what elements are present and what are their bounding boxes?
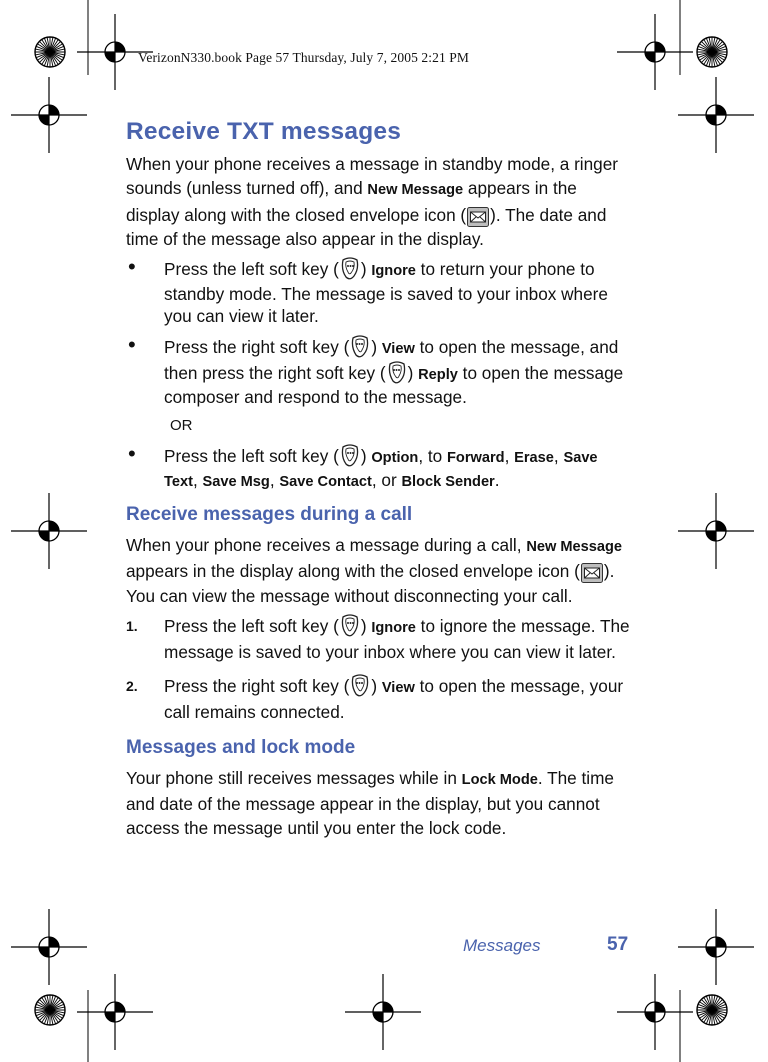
page-title: Receive TXT messages (126, 118, 402, 145)
section3-paragraph: Your phone still receives messages while in Lock Mode. The time and date of the message appear in the display, but you cannot access the message until you enter the lock code. (126, 767, 614, 839)
right-soft-key-icon (387, 361, 407, 385)
closed-envelope-icon (581, 563, 603, 583)
section2-paragraph: When your phone receives a message during a call, New Message appears in the display along with the closed envelope icon ( ). You can view the message without disconnecting your call. (126, 534, 623, 606)
section-heading-during-call: Receive messages during a call (126, 503, 413, 525)
list-item: 1. Press the left soft key ( ) Ignore to ignore the message. The message is saved to your inbox where you can view it later. (126, 615, 630, 663)
right-soft-key-icon (350, 335, 370, 359)
section-heading-lock-mode: Messages and lock mode (126, 736, 356, 758)
list-item: • Press the left soft key ( ) Option, to Forward, Erase, Save Text, Save Msg, Save Contact, or Block Sender. (128, 440, 598, 491)
keyword-reply: Reply (418, 366, 458, 383)
keyword-block-sender: Block Sender (401, 474, 495, 491)
page-content (126, 118, 634, 841)
left-soft-key-icon (340, 257, 360, 281)
left-soft-key-icon (340, 444, 360, 468)
keyword-save-text: Save Text (164, 449, 598, 491)
keyword-option: Option (371, 449, 419, 466)
list-item: • Press the left soft key ( ) Ignore to return your phone to standby mode. The message is saved to your inbox where you can view it later. (128, 254, 608, 327)
page-number: 57 (607, 934, 629, 955)
bullet-list (126, 254, 634, 409)
left-soft-key-icon (340, 614, 360, 638)
right-soft-key-icon (350, 674, 370, 698)
or-separator: OR (170, 416, 193, 434)
step-number: 1. (126, 617, 138, 634)
keyword-new-message: New Message (526, 538, 623, 555)
footer-section-title: Messages (463, 936, 541, 955)
keyword-save-msg: Save Msg (202, 474, 270, 491)
closed-envelope-icon (467, 207, 489, 227)
keyword-erase: Erase (514, 449, 554, 466)
keyword-lock-mode: Lock Mode (461, 771, 538, 788)
bullet-marker: • (128, 440, 136, 466)
step-number: 2. (126, 677, 138, 694)
keyword-view: View (381, 679, 415, 696)
intro-paragraph: When your phone receives a message in standby mode, a ringer sounds (unless turned off), and New Message appears in the display along with the closed envelope icon ( ). The date and time of the message also appear in the display. (126, 154, 619, 249)
list-item: 2. Press the right soft key ( ) View to open the message, your call remains connected. (126, 675, 624, 723)
print-header-note: VerizonN330.book Page 57 Thursday, July 7, 2005 2:21 PM (138, 50, 469, 65)
numbered-list (126, 614, 634, 725)
keyword-ignore: Ignore (371, 619, 416, 636)
keyword-ignore: Ignore (371, 263, 416, 280)
keyword-new-message: New Message (367, 182, 464, 199)
keyword-view: View (381, 340, 415, 357)
bullet-marker: • (128, 331, 136, 357)
list-item: • Press the right soft key ( ) View to open the message, and then press the right soft key ( ) Reply to open the message composer and respond to the message. (128, 331, 624, 408)
keyword-save-contact: Save Contact (279, 474, 372, 491)
bullet-list (126, 440, 634, 494)
keyword-forward: Forward (447, 449, 505, 466)
bullet-marker: • (128, 254, 136, 280)
